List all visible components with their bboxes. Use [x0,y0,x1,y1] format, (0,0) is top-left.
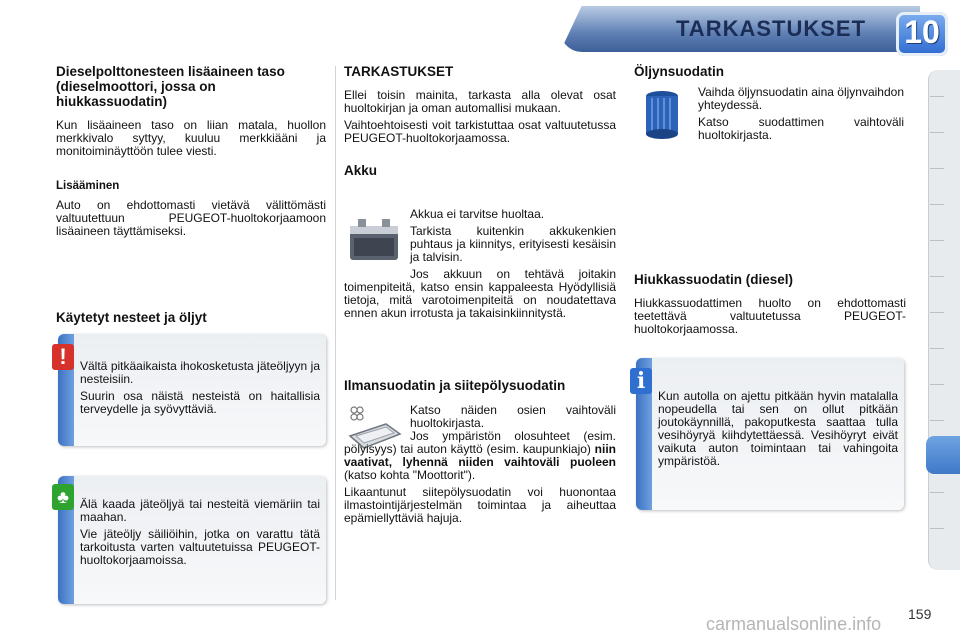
battery-text-block [410,208,616,268]
filter-text-1: Katso näiden osien vaihtoväli huoltokirjasta. [410,403,616,430]
warning-text-2: Suurin osa näistä nesteistä on haitallisia terveydelle ja syövyttäviä. [80,389,320,416]
tab-divider [930,240,944,241]
filter-text-2 [344,430,616,482]
dpf-text: Hiukkassuodattimen huolto on ehdottomasti teetettävä valtuutetussa PEUGEOT-huoltokorjaamossa. [634,296,906,336]
environment-icon: ♣ [52,484,74,510]
battery-text-3-block [344,268,616,324]
battery-icon [346,214,402,264]
chapter-number: 10 [904,14,940,50]
page-title: TARKASTUKSET [676,16,867,41]
battery-text-3: Jos akkuun on tehtävä joitakin toimenpiteitä, katso ensin kappaleesta Hyödyllisiä tietoja, mitä varotoimenpiteitä on noudatettava ennen akun irrotusta ja takaisinkiinnitystä. [344,267,616,320]
filter-text-2-block [344,430,616,529]
tab-divider [930,276,944,277]
column-divider [335,66,336,600]
chapter-tabs [928,70,960,570]
section-title-used-fluids: Käytetyt nesteet ja öljyt [56,310,207,325]
environment-box-text [80,498,320,571]
oil-filter-text-block [698,86,904,146]
environment-text-1: Älä kaada jäteöljyä tai nesteitä viemäriin tai maahan. [80,497,320,524]
battery-text-1: Akkua ei tarvitse huoltaa. [410,207,545,221]
page-number: 159 [908,606,932,622]
tab-divider [930,528,944,529]
tab-divider [930,168,944,169]
warning-box [58,334,326,446]
section-title-additive: Dieselpolttonesteen lisäaineen taso (dieselmoottori, jossa on hiukkassuodatin) [56,64,285,109]
section-title-checks: TARKASTUKSET [344,64,454,79]
column-3 [634,64,908,79]
adding-text: Auto on ehdottomasti vietävä välittömästi valtuutettuun PEUGEOT-huoltokorjaamoon lisäaineen täyttämiseksi. [56,198,326,238]
filter-text-3: Likaantunut siitepölysuodatin voi huonontaa ilmastointijärjestelmän toimintaa ja aiheuttaa epämiellyttäviä hajuja. [344,485,616,525]
tab-active-chapter[interactable] [926,436,960,474]
checks-text-2: Vaihtoehtoisesti voit tarkistuttaa osat valtuutetussa PEUGEOT-huoltokorjaamossa. [344,118,616,145]
oil-filter-text-1: Vaihda öljynsuodatin aina öljynvaihdon yhteydessä. [698,85,904,112]
filter-text-2-bold: niin vaativat, lyhennä niiden vaihtoväli puoleen [344,442,616,469]
tab-divider [930,312,944,313]
column-2 [344,64,616,178]
filter-heading-wrap [344,378,616,393]
oil-filter-text-2: Katso suodattimen vaihtoväli huoltokirjasta. [698,115,904,142]
column-1 [56,64,326,242]
environment-box [58,476,326,604]
tab-divider [930,420,944,421]
battery-text-2: Tarkista kuitenkin akkukenkien puhtaus ja kiinnitys, erityisesti kesäisin ja talvisin. [410,224,616,264]
environment-text-2: Vie jäteöljy säiliöihin, jotka on varattu tätä tarkoitusta varten valtuutetuissa PEUGEOT-huoltokorjaamoissa. [80,527,320,567]
used-fluids-heading-wrap [56,310,326,325]
section-title-air-filter: Ilmansuodatin ja siitepölysuodatin [344,378,566,393]
filter-text-2c: (katso kohta "Moottorit"). [344,468,476,482]
additive-text: Kun lisäaineen taso on liian matala, huollon merkkivalo syttyy, kuuluu merkkiääni ja monitoiminäyttöön tulee viesti. [56,118,326,158]
tab-divider [930,492,944,493]
subsection-title-adding: Lisääminen [56,180,120,192]
warning-box-text [80,360,320,420]
section-title-particle-filter: Hiukkassuodatin (diesel) [634,272,794,287]
checks-text-1: Ellei toisin mainita, tarkasta alla olevat osat huoltokirjan ja oman automallisi mukaan. [344,88,616,115]
info-icon: i [630,368,652,394]
tab-divider [930,132,944,133]
section-title-battery: Akku [344,163,378,178]
info-text-1: Kun autolla on ajettu pitkään hyvin matalalla nopeudella tai sen on ollut pitkään joutokäynnillä, pakoputkesta saattaa tulla vesihöyryä kiihdytettäessä. Vesihöyryt eivät vaikuta auton toimintaan tai vahingoita ympäristöä. [658,389,898,468]
watermark: carmanualsonline.info [706,614,882,634]
info-box-text [658,390,898,472]
dpf-block [634,272,906,340]
info-box [636,358,904,510]
tab-divider [930,348,944,349]
tab-divider [930,96,944,97]
tab-divider [930,384,944,385]
warning-text-1: Vältä pitkäaikaista ihokosketusta jäteöljyyn ja nesteisiin. [80,359,320,386]
tab-divider [930,204,944,205]
warning-icon: ! [52,344,74,370]
section-title-oil-filter: Öljynsuodatin [634,64,725,79]
oil-filter-icon [640,88,684,142]
filter-text-2a: Jos ympäristön olosuhteet (esim. pölyisyys) tai auton käyttö (esim. kaupunkiajo) [344,429,616,456]
